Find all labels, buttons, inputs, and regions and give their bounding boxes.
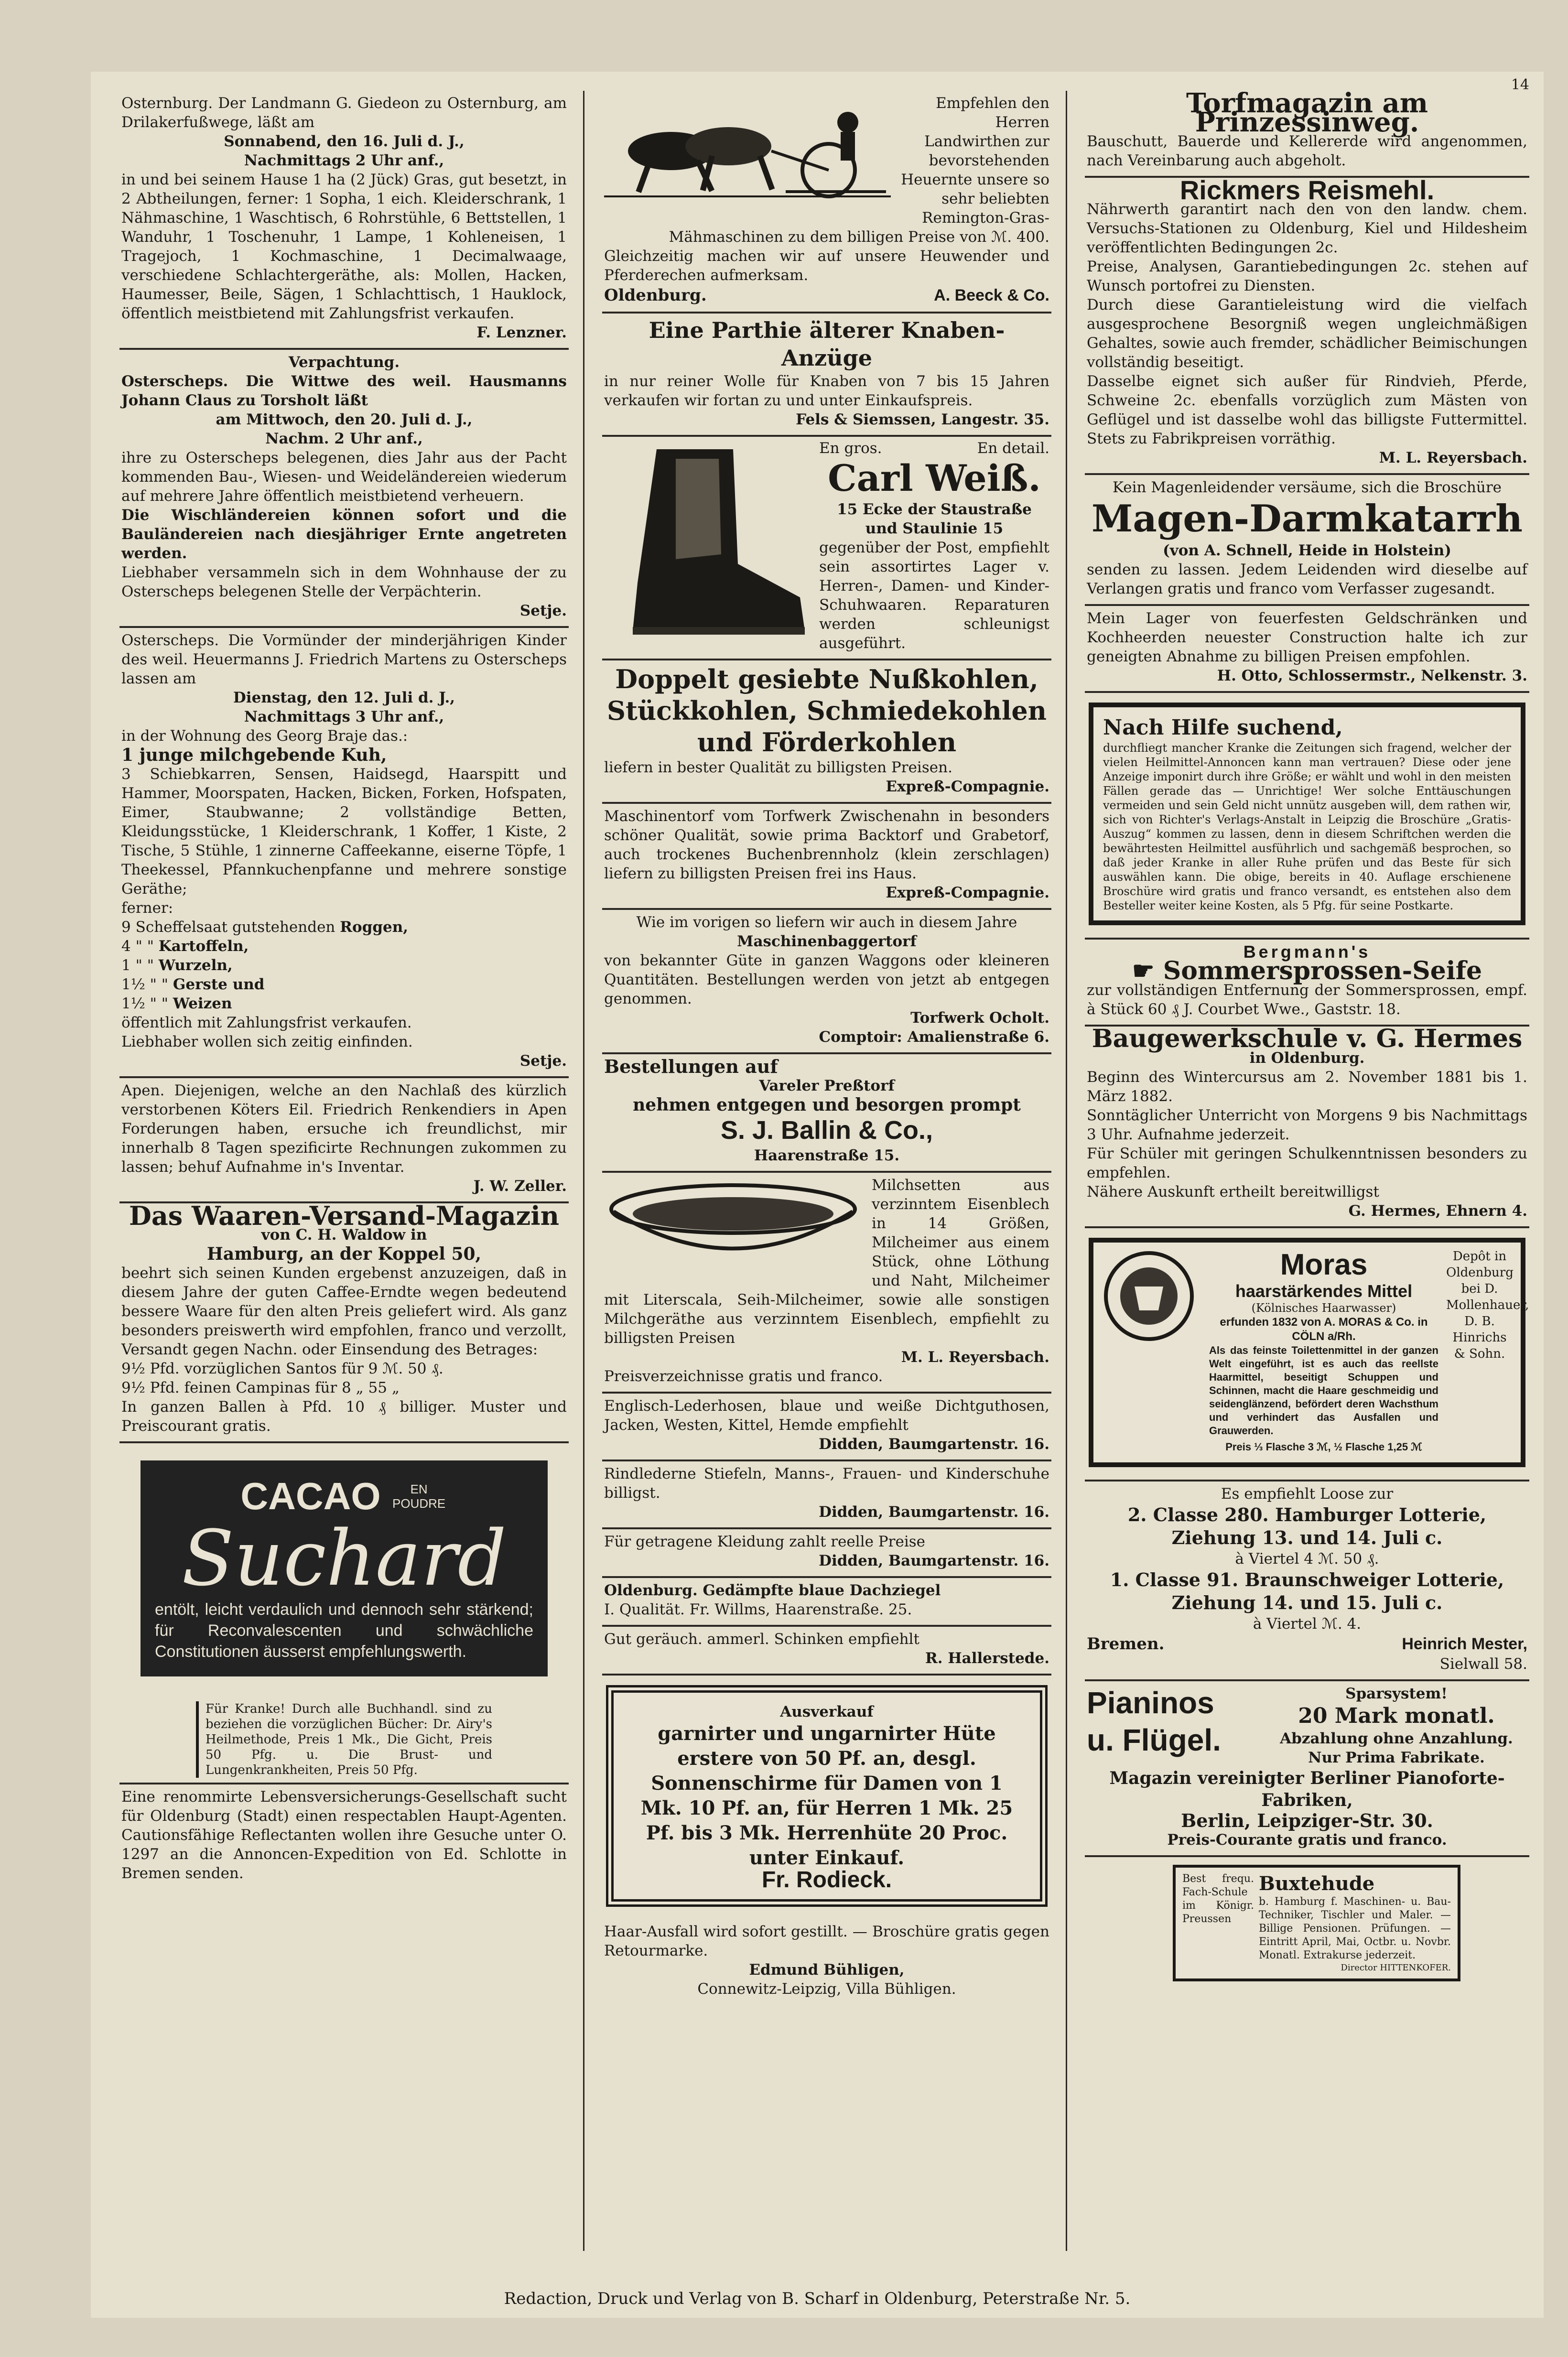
ad-carl-weiss bbox=[602, 437, 1051, 660]
ad-intro: Bestellungen auf bbox=[604, 1056, 778, 1077]
ad-richter bbox=[1085, 693, 1529, 940]
ad-line: von C. H. Waldow in bbox=[261, 1226, 427, 1243]
ad-tail: Preisverzeichnisse gratis und franco. bbox=[604, 1368, 883, 1385]
ad-line: Oldenburg. Gedämpfte blaue Dachziegel bbox=[604, 1582, 941, 1599]
ad-tail: Liebhaber wollen sich zeitig einfinden. bbox=[121, 1033, 413, 1050]
ad-intro: Kein Magenleidender versäume, sich die Broschüre bbox=[1112, 479, 1502, 496]
crop-list bbox=[121, 918, 567, 1013]
ad-body: Milchsetten aus verzinntem Eisenblech in 14 Größen, Milcheimer aus einem Stück, ohne Löthung und Naht, Milcheimer mit Literscala, Seih-Milcheimer, sowie alle sonstigen Milchgeräthe aus verzinntem Eisenblech, empfiehlt zu billigsten Preisen bbox=[604, 1177, 1049, 1347]
ad-lottery: 2. Classe 280. Hamburger Lotterie, Ziehung 13. und 14. Juli c. bbox=[1127, 1504, 1487, 1548]
ad-spar: Sparsystem! bbox=[1345, 1685, 1448, 1702]
boot-illustration bbox=[604, 440, 810, 647]
ad-footer-line bbox=[1087, 1633, 1527, 1654]
ad-price: 9½ Pfd. feinen Campinas für 8 „ 55 „ bbox=[121, 1379, 400, 1396]
ad-buehligen bbox=[602, 1919, 1051, 2004]
ad-signature: Torfwerk Ocholt. bbox=[910, 1009, 1049, 1027]
moras-text bbox=[1209, 1248, 1438, 1457]
ad-title: Carl Weiß. bbox=[828, 457, 1041, 499]
column-rule bbox=[1066, 91, 1067, 2251]
list-item: 4 " " Kartoffeln, bbox=[121, 938, 249, 955]
ad-price: Preis ⅓ Flasche 3 ℳ, ½ Flasche 1,25 ℳ bbox=[1225, 1441, 1422, 1453]
ad-lebensversicherung bbox=[119, 1784, 569, 1889]
ad-address: Haarenstraße 15. bbox=[754, 1147, 900, 1164]
ad-body: Gut geräuch. ammerl. Schinken empfiehlt bbox=[604, 1631, 919, 1648]
ad-body: Apen. Diejenigen, welche an den Nachlaß des kürzlich verstorbenen Köters Eil. Friedrich Renkendiers in Apen Forderungen haben, ersuche ich freundlichst, mir innerhalb 8 Tagen spezificirte Rechnungen zukommen zu lassen; behuf Aufnahme in's Inventar. bbox=[121, 1082, 567, 1176]
moras-seal-icon bbox=[1101, 1248, 1201, 1457]
ad-title: Sommersprossen-Seife bbox=[1163, 956, 1482, 985]
ad-signature: M. L. Reyersbach. bbox=[1379, 449, 1527, 466]
ad-express-torf bbox=[602, 804, 1051, 910]
ad-title: Rickmers Reismehl. bbox=[1179, 175, 1435, 205]
ad-signature: Setje. bbox=[519, 602, 567, 619]
newspaper-page bbox=[91, 72, 1544, 2318]
ad-note: Die Wischländereien können sofort und die Bauländereien nach diesjähriger Ernte angetreten werden. bbox=[121, 507, 567, 562]
ad-line: nehmen entgegen und besorgen prompt bbox=[633, 1095, 1021, 1115]
ad-willms bbox=[602, 1578, 1051, 1627]
ad-signature: Setje. bbox=[519, 1052, 567, 1070]
ad-body: 3 Schiebkarren, Sensen, Haidsegd, Haarspitt und Hammer, Moorspaten, Hacken, Bicken, Forken, Hofspaten, Eimer, Staubwanne; 2 vollständige Betten, Kleidungsstücke, 1 Kleiderschrank, 1 Koffer, 1 Kiste, 2 Tische, 5 Stühle, 1 zinnerne Caffeekanne, eiserne Töpfe, 1 Theekessel, Pfannkuchenpfanne und mehrere sonstige Geräthe; bbox=[121, 766, 567, 897]
horse-mower-illustration bbox=[604, 94, 891, 215]
ad-date: am Mittwoch, den 20. Juli d. J., bbox=[216, 411, 473, 428]
ad-martens bbox=[119, 628, 569, 1078]
ad-depot: Depôt in Oldenburg bei D. Mollenhauer, D. B. Hinrichs & Sohn. bbox=[1446, 1249, 1529, 1361]
ad-bergmann bbox=[1085, 940, 1529, 1027]
ad-schnell bbox=[1085, 475, 1529, 606]
ad-price: à Viertel 4 ℳ. 50 ₰. bbox=[1235, 1550, 1379, 1568]
ad-comptoir: Comptoir: Amalienstraße 6. bbox=[819, 1028, 1049, 1046]
ad-en-detail: En detail. bbox=[977, 440, 1049, 457]
ad-verpachtung bbox=[119, 350, 569, 628]
ad-time: Nachm. 2 Uhr anf., bbox=[265, 430, 423, 447]
list-item: 1½ " " Weizen bbox=[121, 995, 232, 1012]
ad-date: Sonnabend, den 16. Juli d. J., bbox=[224, 133, 465, 150]
suchard-cacao: CACAO bbox=[240, 1475, 381, 1517]
ad-signature: Fr. Rodieck. bbox=[761, 1867, 892, 1892]
buxtehude-right bbox=[1259, 1872, 1451, 1962]
list-item: 9 Scheffelsaat gutstehenden Roggen, bbox=[121, 919, 409, 936]
pianinos-left bbox=[1087, 1684, 1259, 1767]
pianinos-right bbox=[1265, 1684, 1527, 1767]
ad-signature: Didden, Baumgartenstr. 16. bbox=[819, 1503, 1049, 1521]
ad-lottery: 1. Classe 91. Braunschweiger Lotterie, Ziehung 14. und 15. Juli c. bbox=[1110, 1569, 1504, 1613]
ad-body: senden zu lassen. Jedem Leidenden wird dieselbe auf Verlangen gratis und franco vom Verfasser zugesandt. bbox=[1087, 561, 1527, 597]
ad-body: gegenüber der Post, empfiehlt sein assortirtes Lager v. Herren-, Damen- und Kinder-Schuhwaaren. Reparaturen werden schleunigst ausgeführt. bbox=[819, 539, 1049, 652]
ad-pianinos bbox=[1085, 1681, 1529, 1857]
ad-signature: M. L. Reyersbach. bbox=[901, 1349, 1049, 1366]
ad-price: à Viertel ℳ. 4. bbox=[1253, 1615, 1362, 1633]
ad-body: Englisch-Lederhosen, blaue und weiße Dichtguthosen, Jacken, Westen, Kittel, Hemde empfiehlt bbox=[604, 1397, 1049, 1434]
ad-tail: Preis-Courante gratis und franco. bbox=[1167, 1831, 1447, 1849]
ad-didden-hosen bbox=[602, 1394, 1051, 1461]
ad-address: 15 Ecke der Staustraße und Staulinie 15 bbox=[837, 501, 1032, 537]
ad-ocholt bbox=[602, 910, 1051, 1054]
milk-pan-illustration bbox=[604, 1176, 862, 1273]
ad-prima: Nur Prima Fabrikate. bbox=[1308, 1749, 1485, 1766]
ad-express-kohlen bbox=[602, 660, 1051, 804]
ad-body: Preise, Analysen, Garantiebedingungen 2c. stehen auf Wunsch portofrei zu Diensten. bbox=[1087, 258, 1527, 294]
ad-left: Best frequ. Fach-Schule im Königr. Preussen bbox=[1182, 1873, 1254, 1925]
ad-title: Moras bbox=[1280, 1248, 1368, 1281]
ad-price: 9½ Pfd. vorzüglichen Santos für 9 ℳ. 50 ₰. bbox=[121, 1360, 443, 1377]
ad-founded: erfunden 1832 von A. MORAS & Co. in CÖLN a/Rh. bbox=[1220, 1316, 1428, 1343]
ad-body: Dasselbe eignet sich außer für Rindvieh, Pferde, Schweine 2c. ebenfalls vorzüglich zum Mästen von Geflügel und ist dasselbe wohl das billigste Futtermittel. Stets zu Fabrikpreisen vorräthig. bbox=[1087, 373, 1527, 447]
ad-ferner: ferner: bbox=[121, 899, 173, 917]
ad-title: Verpachtung. bbox=[288, 354, 400, 371]
ad-otto bbox=[1085, 606, 1529, 693]
ad-signature: Expreß-Compagnie. bbox=[886, 884, 1049, 901]
ad-body: beehrt sich seinen Kunden ergebenst anzuzeigen, daß in diesem Jahre der guten Caffee-Erndte wegen bedeutend bessere Waare für den alten Preis geliefert wird. Als ganz besonders preiswerth wird empfohlen, franco und verzollt, Versandt gegen Nachn. oder Einsendung des Betrages: bbox=[121, 1265, 567, 1358]
ad-abzahlung: Abzahlung ohne Anzahlung. bbox=[1280, 1730, 1513, 1747]
ad-intro: Es empfiehlt Loose zur bbox=[1221, 1485, 1394, 1503]
ad-signature: R. Hallerstede. bbox=[925, 1650, 1049, 1667]
ad-torfmagazin bbox=[1085, 91, 1529, 178]
ad-intro: Osterscheps. Die Vormünder der minderjährigen Kinder des weil. Heuermanns J. Friedrich Martens zu Osterscheps lassen am bbox=[121, 632, 567, 687]
ad-title-line bbox=[1087, 956, 1527, 985]
ad-body: Bauschutt, Bauerde und Kellererde wird angenommen, nach Vereinbarung auch abgeholt. bbox=[1087, 133, 1527, 169]
buxtehude-frame bbox=[1173, 1865, 1460, 1981]
ad-waldow bbox=[119, 1200, 569, 1443]
page-number: 14 bbox=[1511, 76, 1529, 93]
ad-title: Pianinos bbox=[1087, 1686, 1214, 1720]
ad-body: in nur reiner Wolle für Knaben von 7 bis 15 Jahren verkaufen wir fortan zu und unter Einkaufspreis. bbox=[604, 373, 1049, 409]
ad-moras bbox=[1085, 1228, 1529, 1481]
ad-time: Nachmittags 3 Uhr anf., bbox=[244, 708, 444, 725]
column-1 bbox=[119, 91, 569, 2241]
ad-footer-line bbox=[604, 285, 1049, 306]
ad-title: Torfmagazin am Prinzessinweg. bbox=[1186, 91, 1428, 138]
ad-signature: Didden, Baumgartenstr. 16. bbox=[819, 1552, 1049, 1569]
ad-name: Heinrich Mester, bbox=[1402, 1635, 1527, 1653]
page-footer: Redaction, Druck und Verlag von B. Scharf in Oldenburg, Peterstraße Nr. 5. bbox=[504, 2289, 1131, 2308]
ad-body: zur vollständigen Entfernung der Sommersprossen, empf. à Stück 60 ₰ J. Courbet Wwe., Gaststr. 18. bbox=[1087, 982, 1527, 1018]
ad-body: Nährwerth garantirt nach den von den landw. chem. Versuchs-Stationen zu Oldenburg, Kiel und Hildesheim veröffentlichten Bedingungen 2c. bbox=[1087, 201, 1527, 256]
ad-milchsetten bbox=[602, 1173, 1051, 1394]
ad-rickmers bbox=[1085, 175, 1529, 475]
ad-body: garnirter und ungarnirter Hüte erstere von 50 Pf. an, desgl. Sonnenschirme für Damen von 1 Mk. 10 Pf. an, für Herren 1 Mk. 25 Pf. bis 3 Mk. Herrenhüte 20 Proc. unter Einkauf. bbox=[640, 1722, 1013, 1869]
ad-title: Buxtehude bbox=[1259, 1872, 1375, 1895]
rodieck-frame bbox=[606, 1685, 1048, 1907]
pianinos-top bbox=[1087, 1684, 1527, 1767]
moras-depot bbox=[1446, 1248, 1529, 1457]
ad-date: Dienstag, den 12. Juli d. J., bbox=[233, 689, 455, 706]
ad-title: Ausverkauf bbox=[780, 1703, 874, 1720]
list-item: 1 " " Wurzeln, bbox=[121, 957, 233, 974]
ad-body: Mein Lager von feuerfesten Geldschränken und Kochheerden neuester Construction halte ich zur geneigten Abnahme zu billigen Preisen empfohlen. bbox=[1087, 610, 1527, 665]
ad-ballin bbox=[602, 1054, 1051, 1173]
column-2 bbox=[602, 91, 1051, 2241]
ad-title: Vareler Preßtorf bbox=[759, 1077, 895, 1094]
ad-paren: (Kölnisches Haarwasser) bbox=[1251, 1301, 1396, 1315]
ad-intro: Osternburg. Der Landmann G. Giedeon zu Osternburg, am Drilakerfußwege, läßt am bbox=[121, 95, 567, 131]
ad-body: in und bei seinem Hause 1 ha (2 Jück) Gras, gut besetzt, in 2 Abtheilungen, ferner: 1 Sopha, 1 eich. Kleiderschrank, 1 Nähmaschine, 1 Waschtisch, 6 Rohrstühle, 6 Bettstellen, 1 Wanduhr, 1 Toschenuhr, 1 Lampe, 1 Kohleneisen, 1 Tragejoch, 1 Kochmaschine, 1 Decimalwaage, verschiedene Schlachtergeräthe, als: Mollen, Hacken, Haumesser, Beile, Sägen, 1 Schlachttisch, 1 Hauklock, öffentlich meistbietend mit Zahlungsfrist verkaufen. bbox=[121, 171, 567, 322]
ad-line: I. Qualität. Fr. Willms, Haarenstraße. 25. bbox=[604, 1601, 912, 1618]
ad-body: von bekannter Güte in ganzen Waggons oder kleineren Quantitäten. Bestellungen werden von jetzt ab entgegen genommen. bbox=[604, 952, 1049, 1007]
ad-body: Sonntäglicher Unterricht von Morgens 9 bis Nachmittags 3 Uhr. Aufnahme jederzeit. bbox=[1087, 1107, 1527, 1143]
ad-hermes bbox=[1085, 1024, 1529, 1228]
ad-body: Beginn des Wintercursus am 2. November 1881 bis 1. März 1882. bbox=[1087, 1069, 1527, 1105]
ad-apen bbox=[119, 1078, 569, 1203]
ad-body: Für Kranke! Durch alle Buchhandl. sind zu beziehen die vorzüglichen Bücher: Dr. Airy's Heilmethode, Preis 1 Mk., Die Gicht, Preis 50 Pfg. u. Die Brust- und Lungenkrankheiten, Preis 50 Pfg. bbox=[196, 1701, 492, 1778]
ad-firm: A. Beeck & Co. bbox=[934, 286, 1049, 304]
ad-signature: Didden, Baumgartenstr. 16. bbox=[819, 1436, 1049, 1453]
ad-tail: Liebhaber versammeln sich in dem Wohnhause der zu Osterscheps belegenen Stelle der Verpächterin. bbox=[121, 564, 567, 600]
ad-body: Für Schüler mit geringen Schulkenntnissen besonders zu empfehlen. bbox=[1087, 1145, 1527, 1181]
ad-beeck bbox=[602, 91, 1051, 314]
buxtehude-row bbox=[1182, 1872, 1451, 1962]
ad-signature: Expreß-Compagnie. bbox=[886, 778, 1049, 795]
ad-title: Magen-Darmkatarrh bbox=[1092, 497, 1523, 541]
ad-body: Nähere Auskunft ertheilt bereitwilligst bbox=[1087, 1183, 1379, 1200]
ad-didden-kleidung bbox=[602, 1529, 1051, 1578]
ad-tail: In ganzen Ballen à Pfd. 10 ₰ billiger. Muster und Preiscourant gratis. bbox=[121, 1398, 567, 1435]
ad-title: u. Flügel. bbox=[1087, 1723, 1221, 1757]
ad-sale: öffentlich mit Zahlungsfrist verkaufen. bbox=[121, 1014, 412, 1031]
ad-signature: J. W. Zeller. bbox=[473, 1178, 567, 1195]
ad-title: Eine Parthie älterer Knaben-Anzüge bbox=[649, 317, 1005, 371]
ad-address: Berlin, Leipziger-Str. 30. bbox=[1181, 1810, 1433, 1831]
ad-body: ihre zu Osterscheps belegenen, dies Jahr aus der Pacht kommenden Bau-, Wiesen- und Weideländereien wiederum auf mehrere Jahre öffentlich meistbietend verheuern. bbox=[121, 449, 567, 505]
ad-body: Für getragene Kleidung zahlt reelle Preise bbox=[604, 1533, 925, 1550]
ad-body: Haar-Ausfall wird sofort gestillt. — Broschüre gratis gegen Retourmarke. bbox=[604, 1923, 1049, 1959]
moras-frame bbox=[1089, 1238, 1529, 1467]
ad-body: durchfliegt mancher Kranke die Zeitungen sich fragend, welcher der vielen Heilmittel-Annoncen kann man vertrauen? Diese oder jene Anzeige imponirt durch ihre Größe; er wählt und wohl in den meisten Fällen gerade das — Unrichtige! Wer solche Enttäuschungen vermeiden und sein Geld nicht unnütz ausgeben will, dem rathen wir, sich von Richter's Verlags-Anstalt in Leipzig die Broschüre „Gratis-Auszug“ kommen zu lassen, denn in diesem Schriftchen werden die bewährtesten Heilmittel ausführlich und sachgemäß besprochen, so daß jeder Kranke in aller Ruhe prüfen und das Beste für sich auswählen kann. Die obige, bereits in 40. Auflage erschienene Broschüre wird gratis und franco versandt, es entstehen also dem Besteller weiter keine Kosten, als 5 Pfg. für seine Postkarte. bbox=[1103, 741, 1511, 912]
ad-body: Maschinentorf vom Torfwerk Zwischenahn in besonders schöner Qualität, sowie prima Backtorf und Grabetorf, auch trockenes Buchenbrennholz (klein zerschlagen) liefern zu billigsten Preisen frei ins Haus. bbox=[604, 808, 1049, 882]
ad-line: Hamburg, an der Koppel 50, bbox=[206, 1244, 482, 1264]
ad-title: Das Waaren-Versand-Magazin bbox=[129, 1200, 560, 1231]
ad-gros-detail bbox=[819, 440, 1049, 457]
ad-title: Doppelt gesiebte Nußkohlen, Stückkohlen, Schmiedekohlen und Förderkohlen bbox=[606, 664, 1047, 757]
ad-city: Oldenburg. bbox=[604, 286, 707, 305]
ad-intro: Osterscheps. Die Wittwe des weil. Hausmanns Johann Claus zu Torsholt läßt bbox=[121, 373, 567, 409]
ad-city: Bremen. bbox=[1087, 1634, 1165, 1654]
pointing-hand-icon: ☛ bbox=[1132, 956, 1163, 985]
ad-body: Empfehlen den Herren Landwirthen zur bevorstehenden Heuernte unsere so sehr beliebten Remington-Gras-Mähmaschinen zu dem billigen Preise von ℳ. 400. bbox=[669, 95, 1049, 246]
ad-name: Bergmann's bbox=[1243, 942, 1371, 962]
column-rule bbox=[583, 91, 584, 2251]
ad-director: Director HITTENKOFER. bbox=[1341, 1963, 1451, 1973]
ad-title: Maschinenbaggertorf bbox=[737, 933, 917, 950]
ad-body: b. Hamburg f. Maschinen- u. Bau-Techniker, Tischler und Maler. — Billige Pensionen. Prüfungen. — Eintritt April, Mai, Octbr. u. Novbr. Monatl. Extrakurse jederzeit. bbox=[1259, 1896, 1451, 1961]
ad-magazin: Magazin vereinigter Berliner Pianoforte-Fabriken, bbox=[1109, 1768, 1505, 1810]
ad-body: Als das feinste Toilettenmittel in der ganzen Welt eingeführt, ist es auch das reellste Haarmittel, beseitigt Schuppen und Schinnen, macht die Haare geschmeidig und seidenglänzend, befördert deren Wachsthum und verhindert das Ausfallen und Grauwerden. bbox=[1209, 1344, 1438, 1437]
ad-fels-siemssen bbox=[602, 314, 1051, 437]
suchard-text: entölt, leicht verdaulich und dennoch sehr stärkend; für Reconvalescenten und schwächliche Constitutionen äusserst empfehlungswerth. bbox=[155, 1600, 533, 1661]
ad-intro: Wie im vorigen so liefern wir auch in diesem Jahre bbox=[636, 914, 1017, 931]
ad-mark: 20 Mark monatl. bbox=[1298, 1704, 1495, 1728]
suchard-logo: Suchard bbox=[182, 1514, 507, 1603]
ad-signature: F. Lenzner. bbox=[476, 324, 567, 341]
list-item: 1½ " " Gerste und bbox=[121, 976, 265, 993]
ad-name: Edmund Bühligen, bbox=[749, 1961, 905, 1979]
ad-city: in Oldenburg. bbox=[1249, 1049, 1365, 1067]
ad-body: Rindlederne Stiefeln, Manns-, Frauen- und Kinderschuhe billigst. bbox=[604, 1465, 1049, 1502]
ad-buxtehude bbox=[1085, 1857, 1529, 1992]
ad-rodieck bbox=[602, 1676, 1051, 1919]
ad-item: 1 junge milchgebende Kuh, bbox=[121, 745, 387, 765]
ad-body: Durch diese Garantieleistung wird die vielfach ausgesprochene Besorgniß wegen ungleichmäßigen Gehaltes, sowie auch fremder, schädlicher Beimischungen vollständig beseitigt. bbox=[1087, 296, 1527, 371]
ad-body: Eine renommirte Lebensversicherungs-Gesellschaft sucht für Oldenburg (Stadt) einen respectablen Haupt-Agenten. Cautionsfähige Reflectanten wollen ihre Gesuche unter O. 1297 an die Annoncen-Expedition von Ed. Schlotte in Bremen senden. bbox=[121, 1788, 567, 1882]
suchard-block bbox=[141, 1460, 548, 1676]
ad-title: Baugewerkschule v. G. Hermes bbox=[1092, 1024, 1523, 1053]
ad-line: (von A. Schnell, Heide in Holstein) bbox=[1163, 542, 1451, 559]
ad-en-gros: En gros. bbox=[819, 440, 882, 457]
ad-firm: S. J. Ballin & Co., bbox=[720, 1116, 933, 1145]
ad-didden-stiefel bbox=[602, 1461, 1051, 1529]
ad-signature: H. Otto, Schlossermstr., Nelkenstr. 3. bbox=[1217, 667, 1527, 684]
ad-body: liefern in bester Qualität zu billigsten Preisen. bbox=[604, 759, 952, 776]
ad-fuer-kranke bbox=[119, 1697, 569, 1784]
ad-giedeon bbox=[119, 91, 569, 350]
ad-time: Nachmittags 2 Uhr anf., bbox=[244, 152, 444, 169]
richter-frame bbox=[1089, 703, 1525, 925]
ad-suchard bbox=[119, 1443, 569, 1697]
ad-address: Connewitz-Leipzig, Villa Bühligen. bbox=[697, 1980, 956, 1998]
ad-title: Nach Hilfe suchend, bbox=[1103, 715, 1343, 740]
ad-hallerstede bbox=[602, 1627, 1051, 1676]
ad-body: Gleichzeitig machen wir auf unsere Heuwender und Pferderechen aufmerksam. bbox=[604, 248, 1049, 284]
suchard-en-poudre: EN POUDRE bbox=[392, 1482, 446, 1511]
ad-place: in der Wohnung des Georg Braje das.: bbox=[121, 727, 408, 745]
ad-address: Sielwall 58. bbox=[1439, 1655, 1527, 1673]
ad-signature: Fels & Siemssen, Langestr. 35. bbox=[796, 411, 1049, 428]
ad-signature: G. Hermes, Ehnern 4. bbox=[1348, 1202, 1527, 1220]
ad-mester bbox=[1085, 1481, 1529, 1681]
ad-subtitle: haarstärkendes Mittel bbox=[1235, 1281, 1413, 1301]
column-3 bbox=[1085, 91, 1529, 2241]
